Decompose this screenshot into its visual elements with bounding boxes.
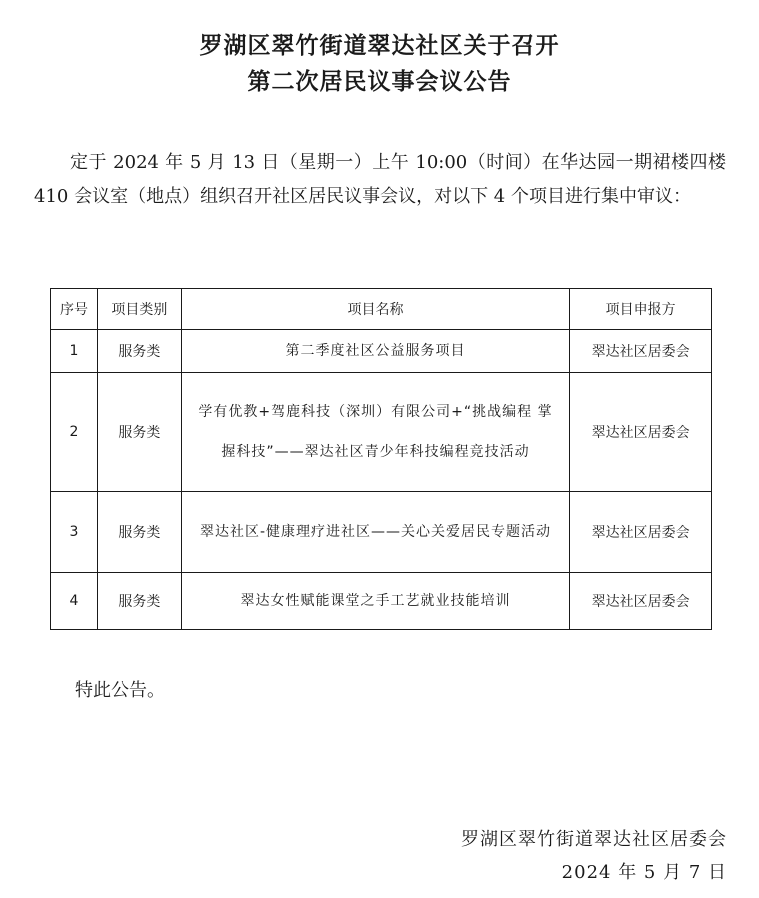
row-applicant: 翠达社区居委会	[570, 373, 712, 492]
row-project-name: 翠达社区-健康理疗进社区——关心关爱居民专题活动	[181, 492, 569, 573]
row-project-name: 第二季度社区公益服务项目	[181, 330, 569, 373]
notice-body-paragraph: 定于 2024 年 5 月 13 日（星期一）上午 10:00（时间）在华达园一期裙楼四楼 410 会议室（地点）组织召开社区居民议事会议，对以下 4 个项目进行集中审议：	[34, 152, 726, 207]
row-project-name: 学有优教+驾鹿科技（深圳）有限公司+“挑战编程 掌握科技”——翠达社区青少年科技编程竞技活动	[181, 373, 569, 492]
row-category: 服务类	[97, 492, 181, 573]
header-project-name: 项目名称	[181, 289, 569, 330]
row-seq: 2	[51, 373, 98, 492]
header-seq: 序号	[51, 289, 98, 330]
table-row	[51, 373, 712, 492]
closing-statement: 特此公告。	[75, 680, 165, 701]
table-header-row	[51, 289, 712, 330]
row-category: 服务类	[97, 330, 181, 373]
table-row	[51, 330, 712, 373]
row-seq: 1	[51, 330, 98, 373]
project-table	[50, 288, 712, 630]
signoff-date: 2024 年 5 月 7 日	[561, 862, 727, 883]
signoff-organization: 罗湖区翠竹街道翠达社区居委会	[461, 829, 727, 850]
notice-title-line1: 罗湖区翠竹街道翠达社区关于召开	[199, 32, 560, 59]
row-seq: 4	[51, 573, 98, 630]
row-category: 服务类	[97, 373, 181, 492]
row-project-name: 翠达女性赋能课堂之手工艺就业技能培训	[181, 573, 569, 630]
row-applicant: 翠达社区居委会	[570, 573, 712, 630]
table-row	[51, 492, 712, 573]
notice-title-line2: 第二次居民议事会议公告	[247, 68, 512, 95]
table-row	[51, 573, 712, 630]
row-applicant: 翠达社区居委会	[570, 492, 712, 573]
row-seq: 3	[51, 492, 98, 573]
row-category: 服务类	[97, 573, 181, 630]
row-applicant: 翠达社区居委会	[570, 330, 712, 373]
header-applicant: 项目申报方	[570, 289, 712, 330]
header-category: 项目类别	[97, 289, 181, 330]
